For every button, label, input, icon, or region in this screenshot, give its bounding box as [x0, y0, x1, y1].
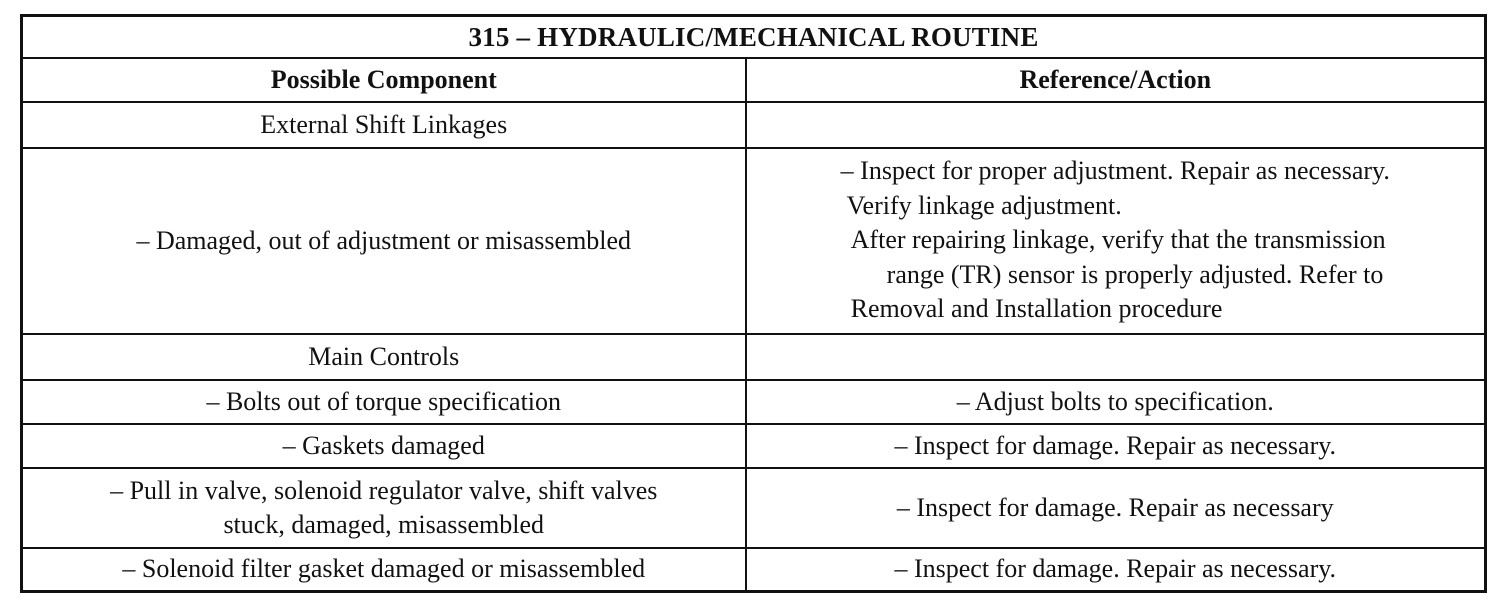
- header-row: [22, 58, 1486, 102]
- group-label: Main Controls: [22, 334, 746, 380]
- component-line: – Pull in valve, solenoid regulator valve, shift valves: [110, 475, 658, 505]
- component-cell: – Solenoid filter gasket damaged or misassembled: [22, 548, 746, 592]
- action-line: Verify linkage adjustment.: [846, 190, 1122, 220]
- component-cell: [22, 468, 746, 548]
- group-action-empty: [746, 334, 1486, 380]
- group-label: External Shift Linkages: [22, 102, 746, 148]
- action-cell: [746, 148, 1486, 334]
- column-header-action: Reference/Action: [746, 58, 1486, 102]
- component-cell: – Gaskets damaged: [22, 424, 746, 468]
- action-cell: – Inspect for damage. Repair as necessary.: [746, 424, 1486, 468]
- action-line: – Inspect for proper adjustment. Repair as necessary.: [840, 156, 1390, 186]
- action-cell: – Inspect for damage. Repair as necessary: [746, 468, 1486, 548]
- hydraulic-mechanical-routine-table: [20, 14, 1487, 593]
- table-row: [22, 148, 1486, 334]
- group-row-main-controls: [22, 334, 1486, 380]
- component-cell: – Damaged, out of adjustment or misassembled: [22, 148, 746, 334]
- action-line: range (TR) sensor is properly adjusted. Refer to: [886, 259, 1384, 289]
- table-row: [22, 424, 1486, 468]
- table-row: [22, 468, 1486, 548]
- component-line: stuck, damaged, misassembled: [223, 509, 545, 539]
- action-text-block: [841, 154, 1390, 327]
- group-action-empty: [746, 102, 1486, 148]
- table-title: 315 – HYDRAULIC/MECHANICAL ROUTINE: [22, 16, 1486, 58]
- action-line: Removal and Installation procedure: [850, 294, 1223, 324]
- title-row: [22, 16, 1486, 58]
- action-cell: – Adjust bolts to specification.: [746, 380, 1486, 424]
- action-line: After repairing linkage, verify that the transmission: [850, 225, 1386, 255]
- group-row-external-shift-linkages: [22, 102, 1486, 148]
- table-row: [22, 380, 1486, 424]
- table-row: [22, 548, 1486, 592]
- action-cell: – Inspect for damage. Repair as necessary.: [746, 548, 1486, 592]
- component-cell: – Bolts out of torque specification: [22, 380, 746, 424]
- column-header-component: Possible Component: [22, 58, 746, 102]
